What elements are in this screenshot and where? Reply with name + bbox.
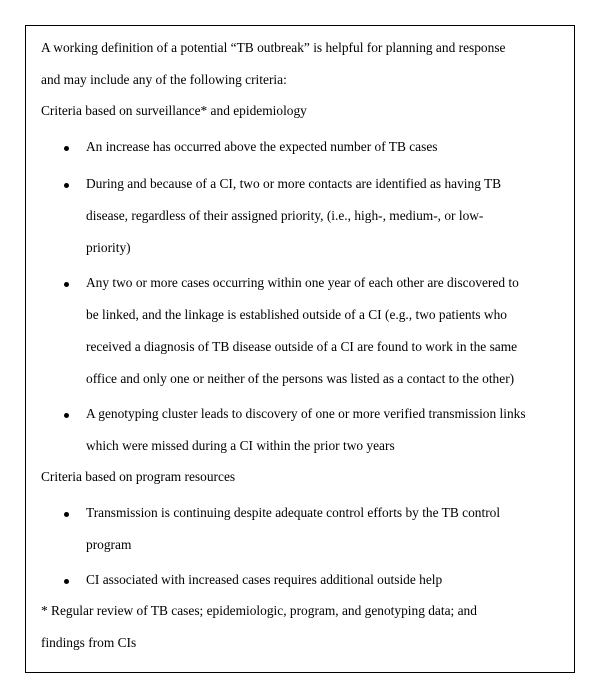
section-heading-surveillance: Criteria based on surveillance* and epidemiology [41, 103, 307, 118]
criterion-line: During and because of a CI, two or more contacts are identified as having TB [86, 176, 502, 191]
criterion-line: CI associated with increased cases requires additional outside help [86, 572, 443, 587]
intro-line-1: A working definition of a potential “TB outbreak” is helpful for planning and response [41, 40, 506, 55]
footnote-line-2: findings from CIs [41, 635, 137, 650]
criterion-line: which were missed during a CI within the prior two years [86, 438, 395, 453]
section-heading-resources: Criteria based on program resources [41, 469, 236, 484]
bullet-icon [64, 512, 69, 517]
bullet-icon [64, 413, 69, 418]
criterion-line: An increase has occurred above the expected number of TB cases [86, 139, 438, 154]
criterion-line: be linked, and the linkage is established outside of a CI (e.g., two patients who [86, 307, 507, 322]
footnote-line-1: * Regular review of TB cases; epidemiologic, program, and genotyping data; and [41, 603, 477, 618]
bullet-icon [64, 146, 69, 151]
criterion-line: Transmission is continuing despite adequate control efforts by the TB control [86, 505, 501, 520]
criterion-line: Any two or more cases occurring within one year of each other are discovered to [86, 275, 519, 290]
outbreak-definition-box [25, 25, 575, 673]
bullet-icon [64, 183, 69, 188]
criterion-line: A genotyping cluster leads to discovery of one or more verified transmission links [86, 406, 526, 421]
criterion-line: disease, regardless of their assigned priority, (i.e., high-, medium-, or low- [86, 208, 484, 223]
criterion-line: priority) [86, 240, 131, 255]
intro-line-2: and may include any of the following criteria: [41, 72, 287, 87]
criterion-line: received a diagnosis of TB disease outside of a CI are found to work in the same [86, 339, 518, 354]
bullet-icon [64, 282, 69, 287]
bullet-icon [64, 579, 69, 584]
criterion-line: office and only one or neither of the persons was listed as a contact to the other) [86, 371, 515, 386]
criterion-line: program [86, 537, 132, 552]
